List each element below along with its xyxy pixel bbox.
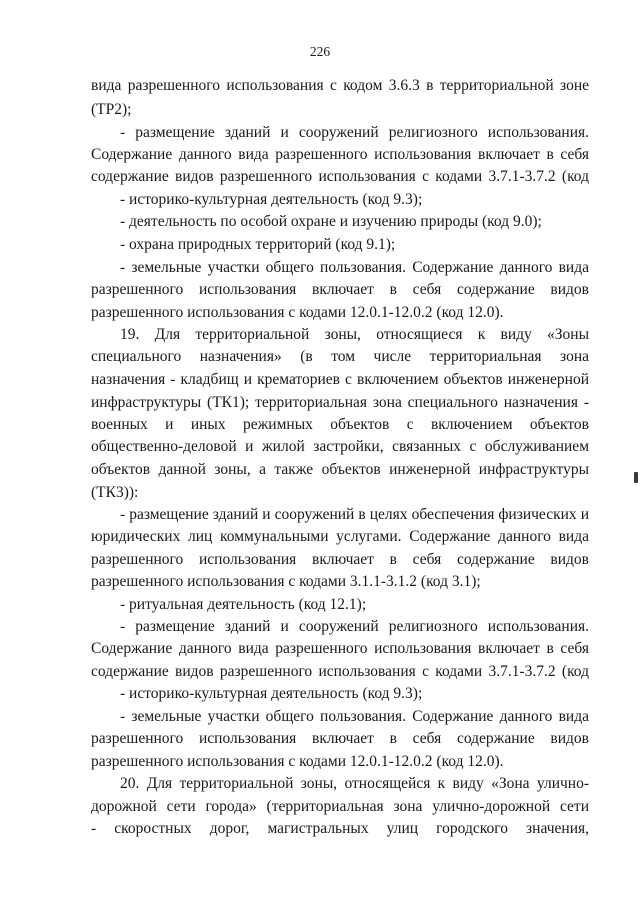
text-line: назначения - кладбищ и крематориев с включением объектов инженерной [91, 371, 589, 388]
text-line: - деятельность по особой охране и изучению природы (код 9.0); [120, 213, 542, 230]
text-line: разрешенного использования с кодами 12.0.1-12.0.2 (код 12.0). [91, 753, 504, 770]
text-line: 19. Для территориальной зоны, относящиеся к виду «Зоны [120, 326, 589, 343]
text-line: - земельные участки общего пользования. Содержание данного вида [120, 708, 589, 725]
text-line: вида разрешенного использования с кодом 3.6.3 в территориальной зоне [91, 77, 589, 94]
text-line: содержание видов разрешенного использования с кодами 3.7.1-3.7.2 (код [91, 663, 589, 680]
text-line: - земельные участки общего пользования. Содержание данного вида [120, 259, 589, 276]
text-line: - охрана природных территорий (код 9.1); [120, 236, 396, 253]
text-line: дорожной сети города» (территориальная зона улично-дорожной сети [91, 798, 589, 815]
text-line: содержание видов разрешенного использования с кодами 3.7.1-3.7.2 (код [91, 168, 589, 185]
text-line: - ритуальная деятельность (код 12.1); [120, 596, 367, 613]
text-line: юридических лиц коммунальными услугами. Содержание данного вида [91, 528, 589, 545]
text-line: - историко-культурная деятельность (код 9.3); [120, 191, 423, 208]
text-line: разрешенного использования включает в себя содержание видов [91, 281, 589, 298]
scan-edge-mark [634, 472, 638, 483]
text-line: - скоростных дорог, магистральных улиц городского значения, [91, 820, 589, 837]
text-line: специального назначения» (в том числе территориальная зона [91, 348, 589, 365]
text-line: 20. Для территориальной зоны, относящейся к виду «Зона улично- [120, 775, 589, 792]
text-line: разрешенного использования с кодами 12.0.1-12.0.2 (код 12.0). [91, 304, 504, 321]
text-line: Содержание данного вида разрешенного использования включает в себя [91, 640, 589, 657]
text-line: разрешенного использования включает в себя содержание видов [91, 551, 589, 568]
text-line: - размещение зданий и сооружений в целях обеспечения физических и [120, 506, 589, 523]
text-line: (ТР2); [91, 101, 132, 118]
text-line: военных и иных режимных объектов с включением объектов [91, 416, 589, 433]
text-line: разрешенного использования включает в себя содержание видов [91, 730, 589, 747]
text-line: - размещение зданий и сооружений религиозного использования. [120, 124, 589, 141]
page-number: 226 [309, 44, 331, 59]
text-line: разрешенного использования с кодами 3.1.1-3.1.2 (код 3.1); [91, 573, 481, 590]
text-line: инфраструктуры (ТК1); территориальная зона специального назначения - [91, 394, 589, 411]
text-line: (ТК3)): [91, 484, 139, 501]
text-line: - размещение зданий и сооружений религиозного использования. [120, 618, 589, 635]
text-line: Содержание данного вида разрешенного использования включает в себя [91, 146, 589, 163]
text-line: объектов данной зоны, а также объектов инженерной инфраструктуры [91, 461, 589, 478]
text-line: общественно-деловой и жилой застройки, связанных с обслуживанием [91, 438, 589, 455]
text-line: - историко-культурная деятельность (код 9.3); [120, 685, 423, 702]
